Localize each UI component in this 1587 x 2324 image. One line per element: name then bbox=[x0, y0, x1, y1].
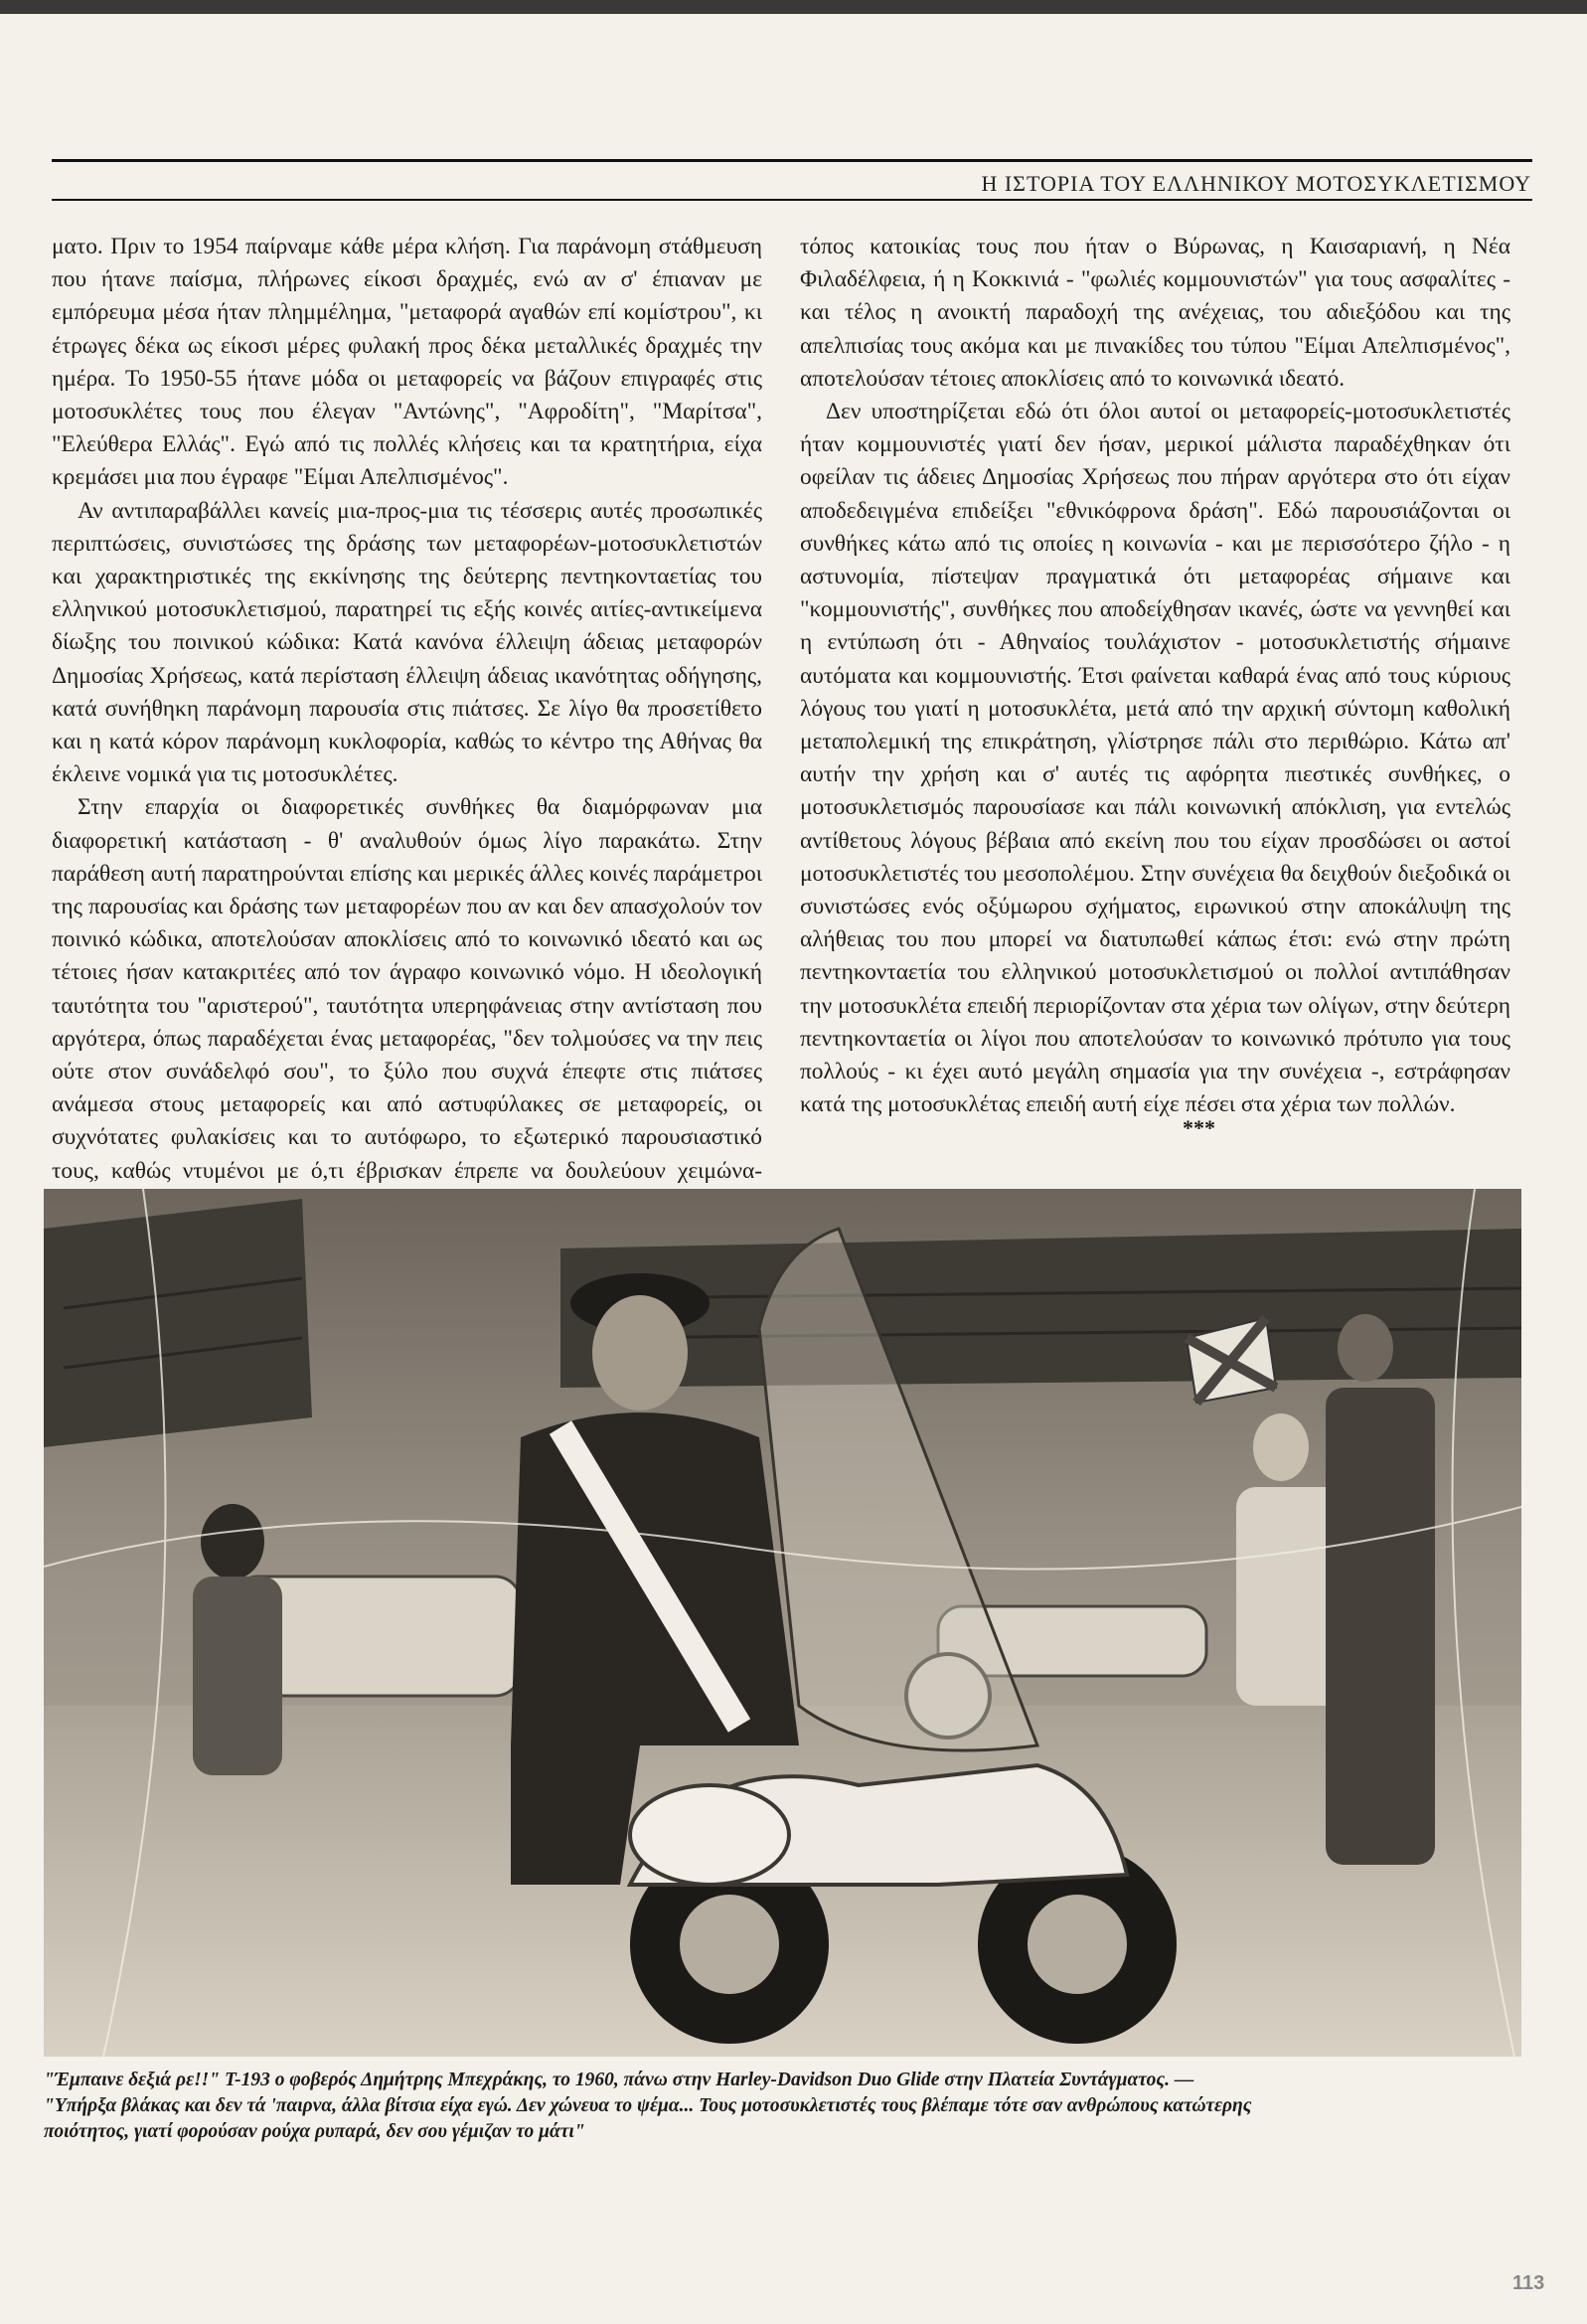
caption-line: "Έμπαινε δεξιά ρε!!" Τ-193 ο φοβερός Δημήτρης Μπεχράκης, το 1960, πάνω στην Harley-Davidson Duo Glide στην Πλατεία Συντάγματος. — bbox=[44, 2070, 1194, 2090]
header-rule-bottom bbox=[52, 199, 1532, 201]
section-separator: *** bbox=[1183, 1115, 1215, 1140]
scan-edge-band bbox=[0, 0, 1587, 14]
running-header: Η ΙΣΤΟΡΙΑ ΤΟΥ ΕΛΛΗΝΙΚΟΥ ΜΟΤΟΣΥΚΛΕΤΙΣΜΟΥ bbox=[981, 171, 1531, 196]
page-number: 113 bbox=[1512, 2272, 1545, 2294]
caption-line: "Υπήρξα βλάκας και δεν τά 'παιρνα, άλλα βίτσια είχα εγώ. Δεν χώνευα το ψέμα... Τους μοτοσυκλετιστές τους βλέπαμε τότε σαν ανθρώπους κατώτερης bbox=[44, 2095, 1252, 2116]
police-motorcycle-photo bbox=[44, 1189, 1521, 2057]
caption-line: ποιότητος, γιατί φορούσαν ρούχα ρυπαρά, δεν σου γέμιζαν το μάτι" bbox=[44, 2121, 585, 2142]
paragraph: ματο. Πριν το 1954 παίρναμε κάθε μέρα κλήση. Για παράνομη στάθμευση που ήτανε παίσμα, πλήρωνες είκοσι δραχμές, ενώ αν σ' έπιαναν με εμπόρευμα μέσα ήταν πλημμέλημα, "μεταφορά αγαθών επί κομίστρου", κι έτρωγες δέκα ως είκοσι μέρες φυλακή προς δέκα μεταλλικές δραχμές την ημέρα. Το 1950-55 ήτανε μόδα οι μεταφορείς να βάζουν επιγραφές στις μοτοσυκλέτες τους που έλεγαν "Αντώνης", "Αφροδίτη", "Μαρίτσα", "Ελεύθερα Ελλάς". Εγώ από τις πολλές κλήσεις και τα κρατητήρια, είχα κρεμάσει μια που έγραφε "Είμαι Απελπισμένος". bbox=[52, 234, 762, 491]
paragraph: Αν αντιπαραβάλλει κανείς μια-προς-μια τις τέσσερις αυτές προσωπικές περιπτώσεις, συνιστώσες της δράσης των μεταφορέων-μοτοσυκλετιστών και χαρακτηριστικές της εκκίνησης της δεύτερης πεντηκονταετίας του ελληνικού μοτοσυκλετισμού, παρατηρεί τις εξής κοινές αιτίες-αντικείμενα δίωξης του ποινικού κώδικα: Κατά κανόνα έλλειψη άδειας μεταφορών Δημοσίας Χρήσεως, κατά περίσταση έλλειψη άδειας ικανότητας οδήγησης, κατά συνήθηκη παράνομη παρουσία στις πιάτσες. Σε λίγο θα προσετίθετο και η κατά κόρον παράνομη κυκλοφορία, καθώς το κέντρο της Αθήνας θα έκλεινε νομικά για τις μοτοσυκλέτες. bbox=[52, 497, 762, 788]
photo-caption bbox=[44, 2068, 1534, 2145]
paragraph: τόπος κατοικίας τους που ήταν ο Βύρωνας, η Καισαριανή, η Νέα Φιλαδέλφεια, ή η Κοκκινιά - "φωλιές κομμουνιστών" για τους ασφαλίτες - και τέλος η ανοικτή παραδοχή της ανέχειας, του αδιεξόδου και της απελπισίας τους ακόμα και με πινακίδες του τύπου "Είμαι Απελπισμένος", αποτελούσαν τέτοιες αποκλίσεις από το κοινωνικά ιδεατό. bbox=[800, 234, 1510, 392]
text-column-left bbox=[52, 231, 762, 1221]
paragraph: Στην επαρχία οι διαφορετικές συνθήκες θα διαμόρφωναν μια διαφορετική κατάσταση - θ' αναλυθούν όμως λίγο παρακάτω. Στην παράθεση αυτή παρατηρούνται επίσης και μερικές άλλες κοινές παράμετροι της παρουσίας και δράσης των μεταφορέων που αν και δεν απασχολούν τον ποινικό κώδικα, αποτελούσαν αποκλίσεις από το κοινωνικό ιδεατό και ως τέτοιες ήσαν κατακριτέες από τον άγραφο κοινωνικό νόμο. Η ιδεολογική ταυτότητα του "αριστερού", ταυτότητα υπερηφάνειας στην αντίσταση που αργότερα, όπως παραδέχεται ένας μεταφορέας, "δεν τολμούσες να την πεις ούτε στον συνάδελφό σου", το ξύλο που συχνά έπεφτε στις πιάτσες ανάμεσα στους μεταφορείς και από αστυφύλακες σε μεταφορείς, οι συχνότατες φυλακίσεις και το αυτόφωρο, το εξωτερικό παρουσιαστικό τους, καθώς ντυμένοι με ό,τι έβρισκαν έπρεπε να δουλεύουν χειμώνα- bbox=[52, 794, 762, 1184]
paragraph: Δεν υποστηρίζεται εδώ ότι όλοι αυτοί οι μεταφορείς-μοτοσυκλετιστές ήταν κομμουνιστές γιατί δεν ήσαν, μερικοί μάλιστα παραδέχθηκαν ότι οφείλαν τις άδειες Δημοσίας Χρήσεως που πήραν αργότερα στο ότι είχαν αποδεδειγμένα επιδείξει "εθνικόφρονα δράση". Εδώ παρουσιάζονται οι συνθήκες κάτω από τις οποίες η κοινωνία - και με περισσότερο ζήλο - η αστυνομία, πίστεψαν πραγματικά ότι μεταφορέας σήμαινε και "κομμουνιστής", συνθήκες που αποδείχθησαν ικανές, ώστε να γεννηθεί και η εντύπωση ότι - Αθηναίος τουλάχιστον - μοτοσυκλετιστής σήμαινε αυτόματα και κομμουνιστής. Έτσι φαίνεται καθαρά ένας από τους κύριους λόγους του γιατί η μοτοσυκλέτα, μετά από την αρχική σύντομη καθολική μεταπολεμική της επικράτηση, γλίστρησε πάλι στο περιθώριο. Κάτω απ' αυτήν την χρήση και σ' αυτές τις αφόρητα πιεστικές συνθήκες, ο μοτοσυκλετισμός παρουσίασε και πάλι κοινωνική απόκλιση, για εντελώς αντίθετους λόγους βέβαια από εκείνη που του είχαν προσδώσει οι αστοί μοτοσυκλετιστές του μεσοπολέμου. Στην συνέχεια θα δειχθούν διεξοδικά οι συνιστώσες ενός οξύμωρου σχήματος, ειρωνικού στην αποκάλυψη της αλήθειας του που μπορεί να διατυπωθεί κάπως έτσι: ενώ στην πρώτη πεντηκονταετία του ελληνικού μοτοσυκλετισμού οι πολλοί αντιπάθησαν την μοτοσυκλέτα επειδή περιορίζονταν στα χέρια των ολίγων, στην δεύτερη πεντηκονταετία οι λίγοι που αποτελούσαν το κοινωνικό πρότυπο για τους πολλούς - κι έχει αυτό μεγάλη σημασία για την συνέχεια -, εστράφησαν κατά της μοτοσυκλέτας επειδή αυτή είχε πέσει στα χέρια των πολλών. bbox=[800, 399, 1510, 1118]
header-rule-top bbox=[52, 159, 1532, 162]
text-column-right bbox=[800, 231, 1510, 1121]
